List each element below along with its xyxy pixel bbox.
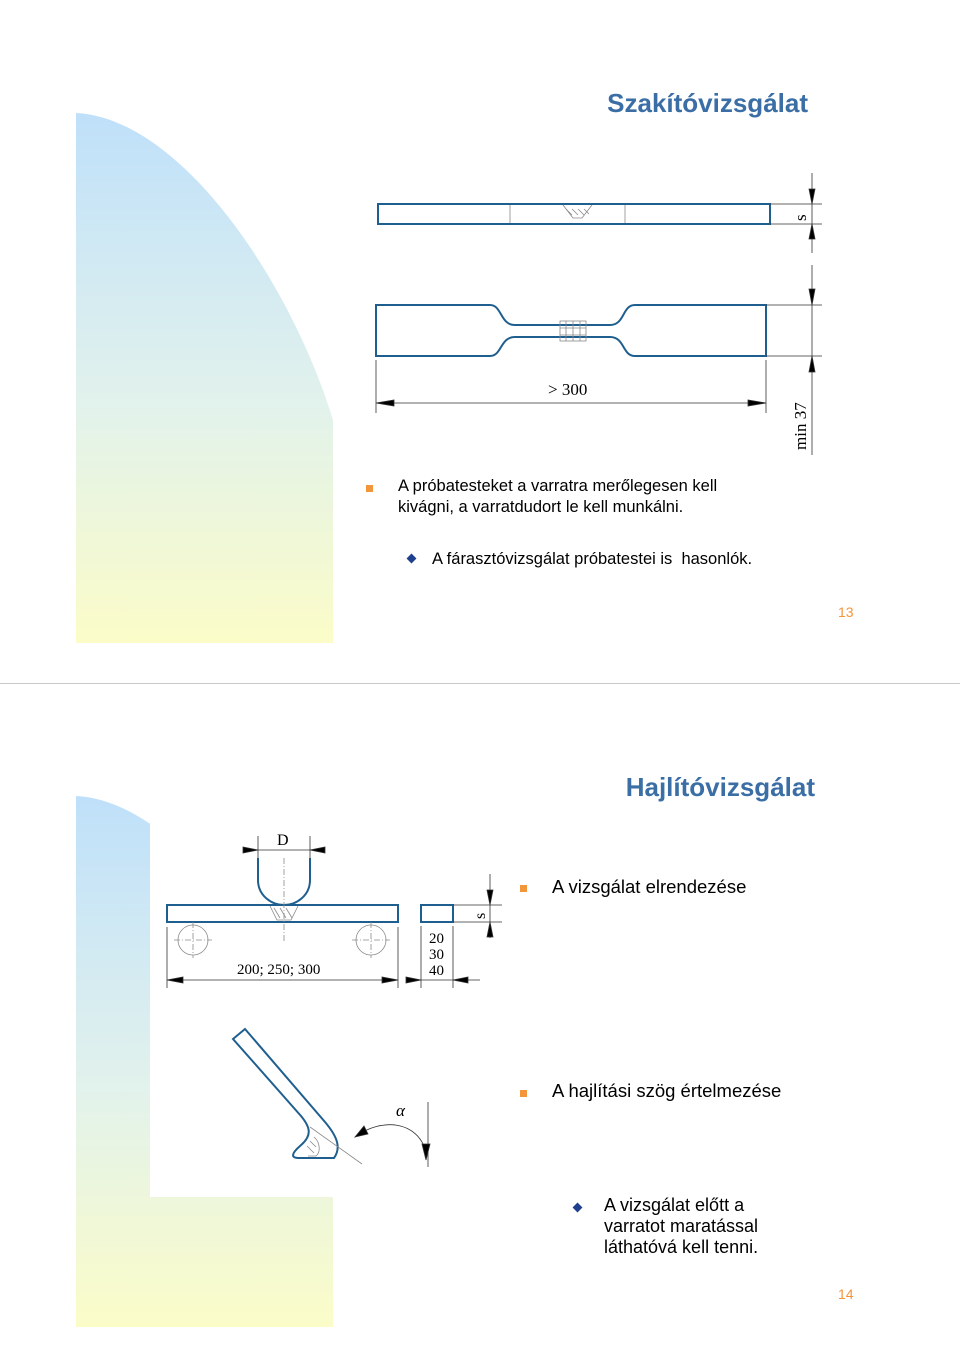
page-number: 14	[838, 1286, 854, 1302]
bend-angle-drawing	[150, 1022, 510, 1197]
slide-14	[0, 684, 960, 1367]
length-label: > 300	[548, 380, 588, 399]
specimen-top-view	[376, 305, 766, 356]
bullet-text: A vizsgálat elrendezése	[552, 876, 747, 897]
page-number: 13	[838, 604, 854, 620]
specimen-side-view	[378, 204, 770, 224]
bent-specimen	[233, 1029, 338, 1158]
slide-title: Szakítóvizsgálat	[607, 88, 808, 118]
specimen-cross-section	[421, 905, 453, 922]
tensile-specimen-drawing	[360, 165, 830, 460]
thickness-label: s	[472, 912, 489, 919]
thickness-label: s	[791, 214, 810, 221]
width-value-1: 20	[429, 931, 444, 947]
width-value-2: 30	[429, 947, 444, 963]
bend-specimen	[167, 905, 398, 922]
span-label: 200; 250; 300	[237, 962, 321, 978]
bullet-square-icon	[520, 885, 527, 892]
slide-title: Hajlítóvizsgálat	[625, 772, 815, 802]
width-value-3: 40	[429, 963, 444, 979]
slide-13	[0, 0, 960, 683]
width-label: min 37	[791, 402, 810, 450]
subbullet-text: A vizsgálat előtt a varratot maratással láthatóvá kell tenni.	[604, 1195, 759, 1257]
bullet-text: A próbatesteket a varratra merőlegesen kell kivágni, a varratdudort le kell munkálni.	[398, 477, 718, 516]
bullet-square-icon	[366, 485, 373, 492]
diameter-label: D	[277, 832, 289, 849]
bullet-square-icon	[520, 1090, 527, 1097]
bullet-text: A hajlítási szög értelmezése	[552, 1080, 782, 1101]
subbullet-text: A fárasztóvizsgálat próbatestei is hasonlók.	[432, 550, 753, 568]
angle-label: α	[396, 1101, 405, 1120]
bend-test-arrangement-drawing	[150, 822, 510, 1022]
